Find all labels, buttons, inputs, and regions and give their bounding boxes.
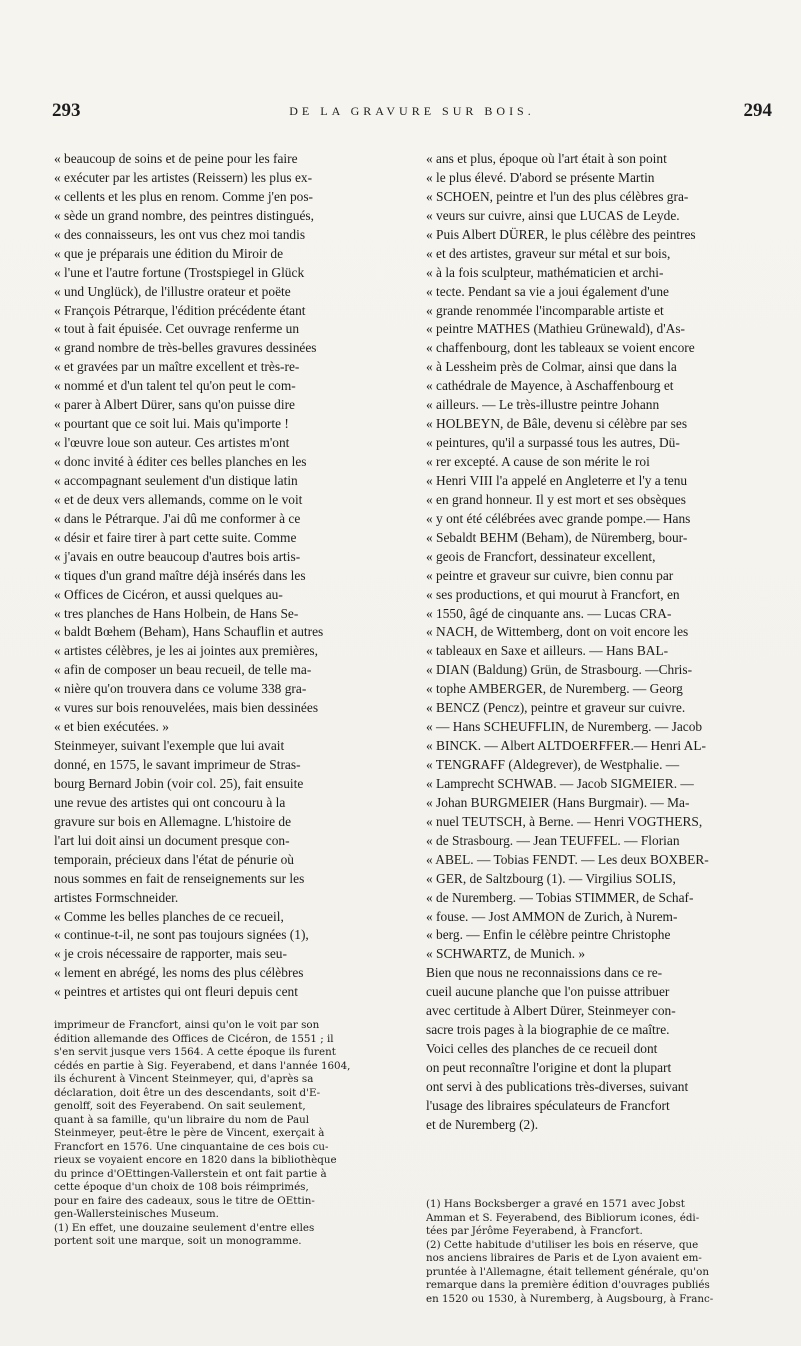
text-line: Steinmeyer, suivant l'exemple que lui avait xyxy=(54,738,285,754)
text-line: « peintre et graveur sur cuivre, bien connu par xyxy=(426,567,674,583)
text-line: « afin de composer un beau recueil, de telle ma- xyxy=(54,662,312,678)
text-line: gravure sur bois en Allemagne. L'histoire de xyxy=(54,813,292,829)
text-line: une revue des artistes qui ont concouru à la xyxy=(54,794,286,810)
text-line: « Henri VIII l'a appelé en Angleterre et l'y a tenu xyxy=(426,472,688,488)
text-line: on peut reconnaître l'origine et dont la plupart xyxy=(426,1060,672,1075)
text-line: « Johan BURGMEIER (Hans Burgmair). — Ma- xyxy=(426,794,690,810)
text-line: « à la fois sculpteur, mathématicien et archi- xyxy=(426,264,664,280)
text-line: « fouse. — Jost AMMON de Zurich, à Nurem- xyxy=(426,908,678,924)
page-number-left: 293 xyxy=(52,100,81,121)
text-line: « des connaisseurs, les ont vus chez moi tandis xyxy=(54,226,306,242)
text-line: « y ont été célébrées avec grande pompe.— Hans xyxy=(426,510,691,526)
footnote-line: nos anciens libraires de Paris et de Lyon avaient em- xyxy=(426,1252,702,1264)
text-line: « artistes célèbres, je les ai jointes aux premières, xyxy=(54,643,318,659)
text-line: avec certitude à Albert Dürer, Steinmeyer con- xyxy=(426,1003,676,1019)
text-line: « TENGRAFF (Aldegrever), de Westphalie. — xyxy=(426,757,680,772)
text-line: « veurs sur cuivre, ainsi que LUCAS de Leyde. xyxy=(426,207,680,223)
right-column xyxy=(426,150,771,1135)
text-line: « dans le Pétrarque. J'ai dû me conformer à ce xyxy=(54,510,301,526)
text-line: « tableaux en Saxe et ailleurs. — Hans BAL- xyxy=(426,643,669,659)
footnote-line: portent soit une marque, soit un monogramme. xyxy=(54,1235,302,1247)
text-line: « parer à Albert Dürer, sans qu'on puisse dire xyxy=(54,397,295,413)
text-line: « berg. — Enfin le célèbre peintre Christophe xyxy=(426,927,671,943)
text-line: « exécuter par les artistes (Reissern) les plus ex- xyxy=(54,169,313,185)
text-line: « chaffenbourg, dont les tableaux se voient encore xyxy=(426,340,695,356)
footnote-line: cédés en partie à Sig. Feyerabend, et dans l'année 1604, xyxy=(54,1059,351,1072)
footnote-line: Amman et S. Feyerabend, des Bibliorum icones, édi- xyxy=(426,1211,700,1224)
text-line: « tophe AMBERGER, de Nuremberg. — Georg xyxy=(426,681,683,697)
text-line: « Puis Albert DÜRER, le plus célèbre des peintres xyxy=(426,226,696,242)
text-line: « à Lessheim près de Colmar, ainsi que dans la xyxy=(426,359,677,375)
text-line: nous sommes en fait de renseignements sur les xyxy=(54,870,305,886)
text-line: Bien que nous ne reconnaissions dans ce re- xyxy=(426,965,663,981)
page-number-right: 294 xyxy=(743,100,772,121)
footnote-line: Francfort en 1576. Une cinquantaine de ces bois cu- xyxy=(54,1140,329,1153)
text-line: « 1550, âgé de cinquante ans. — Lucas CRA- xyxy=(426,605,672,621)
text-line: « et bien exécutées. » xyxy=(54,719,169,735)
text-line: artistes Formschneider. xyxy=(54,889,179,905)
text-line: donné, en 1575, le savant imprimeur de Stras- xyxy=(54,757,301,772)
text-line: « beaucoup de soins et de peine pour les faire xyxy=(54,151,298,166)
text-line: « vures sur bois renouvelées, mais bien dessinées xyxy=(54,700,319,716)
text-line: « j'avais en outre beaucoup d'autres bois artis- xyxy=(54,548,301,564)
text-line: « grand nombre de très-belles gravures dessinées xyxy=(54,340,317,356)
text-line: Voici celles des planches de ce recueil dont xyxy=(426,1041,658,1057)
text-line: « l'œuvre loue son auteur. Ces artistes m'ont xyxy=(54,435,290,451)
text-line: « Offices de Cicéron, et aussi quelques au- xyxy=(54,586,283,602)
text-line: « tecte. Pendant sa vie a joui également d'une xyxy=(426,283,669,299)
text-line: « et de deux vers allemands, comme on le voit xyxy=(54,491,303,507)
text-line: « tiques d'un grand maître déjà insérés dans les xyxy=(54,567,306,583)
text-line: « cellents et les plus en renom. Comme j'en pos- xyxy=(54,188,314,204)
text-line: cueil aucune planche que l'on puisse attribuer xyxy=(426,984,670,1000)
footnote-line: genolff, soit des Feyerabend. On sait seulement, xyxy=(54,1100,306,1112)
footnote-line: gen-Wallersteinisches Museum. xyxy=(54,1208,219,1220)
footnote-line: pruntée à l'Allemagne, était tellement générale, qu'on xyxy=(426,1265,709,1278)
text-line: « nuel TEUTSCH, à Berne. — Henri VOGTHERS, xyxy=(426,813,703,829)
left-column xyxy=(54,150,399,1002)
text-line: « l'une et l'autre fortune (Trostspiegel in Glück xyxy=(54,264,305,280)
footnote-line: pour en faire des cadeaux, sous le titre de OEttin- xyxy=(54,1194,315,1207)
text-line: « nommé et d'un talent tel qu'on peut le com- xyxy=(54,378,296,394)
footnote-line: tées par Jérôme Feyerabend, à Francfort. xyxy=(426,1225,643,1237)
footnote-line: (1) En effet, une douzaine seulement d'entre elles xyxy=(54,1221,315,1234)
text-line: « ans et plus, époque où l'art était à son point xyxy=(426,151,667,166)
text-line: « baldt Bœhem (Beham), Hans Schauflin et autres xyxy=(54,624,324,640)
text-line: « HOLBEYN, de Bâle, devenu si célèbre par ses xyxy=(426,416,688,432)
text-line: « rer excepté. A cause de son mérite le roi xyxy=(426,454,650,469)
text-line: « SCHWARTZ, de Munich. » xyxy=(426,946,586,962)
text-line: « cathédrale de Mayence, à Aschaffenbourg et xyxy=(426,378,674,394)
footnote-line: déclaration, doit être un des descendants, soit d'E- xyxy=(54,1086,321,1099)
text-line: « et gravées par un maître excellent et très-re- xyxy=(54,359,300,375)
text-line: « continue-t-il, ne sont pas toujours signées (1), xyxy=(54,927,309,943)
footnote-line: en 1520 ou 1530, à Nuremberg, à Augsbourg, à Franc- xyxy=(426,1292,714,1305)
text-line: « de Strasbourg. — Jean TEUFFEL. — Florian xyxy=(426,832,680,848)
text-line: « de Nuremberg. — Tobias STIMMER, de Schaf- xyxy=(426,889,694,905)
text-line: « le plus élevé. D'abord se présente Martin xyxy=(426,169,655,185)
text-line: « grande renommée l'incomparable artiste et xyxy=(426,302,664,318)
text-line: « peintres et artistes qui ont fleuri depuis cent xyxy=(54,984,298,1000)
footnote-line: s'en servit jusque vers 1564. A cette époque ils furent xyxy=(54,1046,336,1058)
text-line: temporain, précieux dans l'état de pénurie où xyxy=(54,851,295,867)
text-line: « Lamprecht SCHWAB. — Jacob SIGMEIER. — xyxy=(426,775,694,791)
text-line: « NACH, de Wittemberg, dont on voit encore les xyxy=(426,624,689,640)
footnote-line: imprimeur de Francfort, ainsi qu'on le voit par son xyxy=(54,1019,320,1031)
footnote-line: (1) Hans Bocksberger a gravé en 1571 avec Jobst xyxy=(426,1198,685,1210)
text-line: « ses productions, et qui mourut à Francfort, en xyxy=(426,586,680,602)
text-line: l'usage des libraires spéculateurs de Francfort xyxy=(426,1097,670,1113)
text-line: l'art lui doit ainsi un document presque con- xyxy=(54,832,290,848)
footnote-line: du prince d'OEttingen-Vallerstein et ont fait partie à xyxy=(54,1167,327,1180)
text-line: « ABEL. — Tobias FENDT. — Les deux BOXBER- xyxy=(426,851,709,867)
footnote-line: rieux se voyaient encore en 1820 dans la bibliothèque xyxy=(54,1154,337,1166)
footnote-line: ils échurent à Vincent Steinmeyer, qui, d'après sa xyxy=(54,1073,314,1085)
text-line: « geois de Francfort, dessinateur excellent, xyxy=(426,548,656,564)
text-line: « accompagnant seulement d'un distique latin xyxy=(54,472,298,488)
text-line: « donc invité à éditer ces belles planches en les xyxy=(54,454,307,469)
page-header xyxy=(52,100,772,140)
footnote-line: (2) Cette habitude d'utiliser les bois en réserve, que xyxy=(426,1238,699,1251)
text-line: bourg Bernard Jobin (voir col. 25), fait ensuite xyxy=(54,775,304,791)
text-line: « ailleurs. — Le très-illustre peintre Johann xyxy=(426,397,660,413)
text-line: « BINCK. — Albert ALTDOERFFER.— Henri AL- xyxy=(426,738,706,754)
footnote-line: Steinmeyer, peut-être le père de Vincent, exerçait à xyxy=(54,1127,325,1139)
text-line: « et des artistes, graveur sur métal et sur bois, xyxy=(426,245,671,261)
text-line: « peintre MATHES (Mathieu Grünewald), d'As- xyxy=(426,321,686,337)
text-line: « peintures, qu'il a surpassé tous les autres, Dü- xyxy=(426,435,680,451)
right-footnotes xyxy=(426,1198,771,1306)
running-title: DE LA GRAVURE SUR BOIS. xyxy=(289,104,535,118)
text-line: « und Unglück), de l'illustre orateur et poëte xyxy=(54,283,291,299)
text-line: « GER, de Saltzbourg (1). — Virgilius SOLIS, xyxy=(426,870,676,886)
text-line: « pourtant que ce soit lui. Mais qu'importe ! xyxy=(54,416,289,432)
text-line: « Comme les belles planches de ce recueil, xyxy=(54,908,284,924)
text-line: « BENCZ (Pencz), peintre et graveur sur cuivre. xyxy=(426,700,686,716)
text-line: « DIAN (Baldung) Grün, de Strasbourg. —Chris- xyxy=(426,662,693,678)
footnote-line: remarque dans la première édition d'ouvrages publiés xyxy=(426,1279,710,1291)
text-line: « tres planches de Hans Holbein, de Hans Se- xyxy=(54,605,299,621)
text-line: « sède un grand nombre, des peintres distingués, xyxy=(54,207,314,223)
footnote-line: quant à sa famille, qu'un libraire du nom de Paul xyxy=(54,1113,310,1126)
text-line: « nière qu'on trouvera dans ce volume 338 gra- xyxy=(54,681,307,697)
text-line: « que je préparais une édition du Miroir de xyxy=(54,245,284,261)
text-line: sacre trois pages à la biographie de ce maître. xyxy=(426,1022,670,1038)
text-line: « SCHOEN, peintre et l'un des plus célèbres gra- xyxy=(426,188,689,204)
left-footnotes xyxy=(54,1019,399,1249)
text-line: et de Nuremberg (2). xyxy=(426,1116,539,1132)
text-line: « lement en abrégé, les noms des plus célèbres xyxy=(54,965,304,981)
text-line: « François Pétrarque, l'édition précédente étant xyxy=(54,302,306,318)
text-line: « tout à fait épuisée. Cet ouvrage renferme un xyxy=(54,321,300,337)
text-line: « désir et faire tirer à part cette suite. Comme xyxy=(54,529,297,545)
text-line: « — Hans SCHEUFFLIN, de Nuremberg. — Jacob xyxy=(426,719,703,735)
text-line: « en grand honneur. Il y est mort et ses obsèques xyxy=(426,491,686,507)
text-line: « je crois nécessaire de rapporter, mais seu- xyxy=(54,946,287,962)
footnote-line: édition allemande des Offices de Cicéron, de 1551 ; il xyxy=(54,1032,334,1045)
text-line: ont servi à des publications très-diverses, suivant xyxy=(426,1078,689,1094)
footnote-line: cette époque d'un choix de 108 bois réimprimés, xyxy=(54,1181,309,1193)
text-line: « Sebaldt BEHM (Beham), de Nüremberg, bour- xyxy=(426,529,688,545)
